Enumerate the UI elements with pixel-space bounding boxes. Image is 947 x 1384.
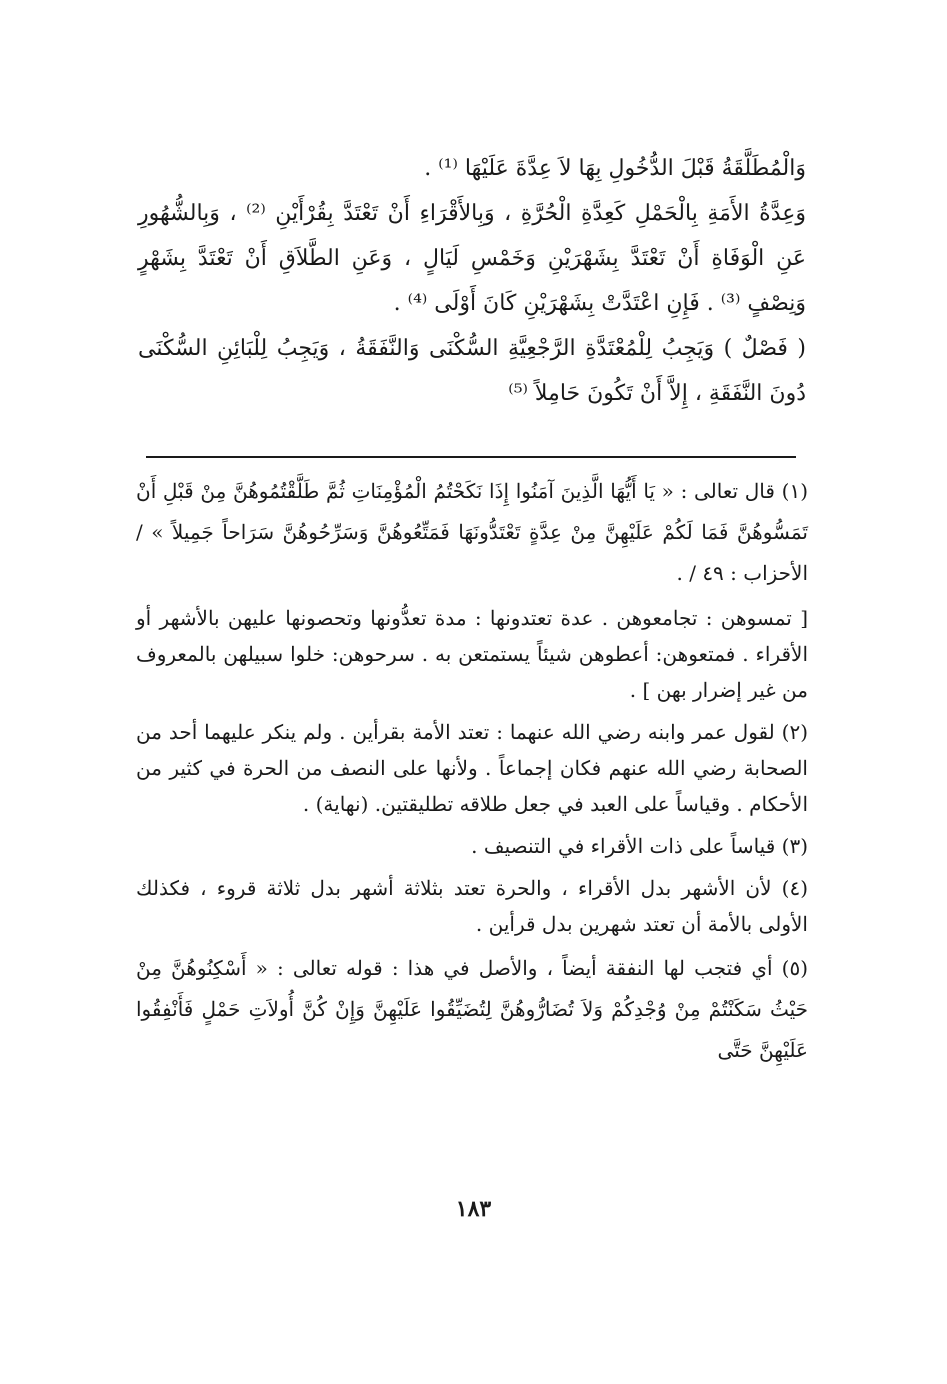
main-text-block — [138, 146, 806, 416]
main-paragraph-3: ( فَصْلٌ ) وَيَجِبُ لِلْمُعْتَدَّةِ الرَّجْعِيَّةِ السُّكْنَى وَالنَّفَقَةُ ، وَيَجِبُ لِلْبَائِنِ السُّكْنَى دُونَ النَّفَقَةِ ، إِلاَّ أَنْ تَكُونَ حَامِلاً ⁽⁵⁾ — [138, 336, 806, 406]
footnote-2: (٢) لقول عمر وابنه رضي الله عنهما : تعتد الأمة بقرأين . ولم ينكر عليهما أحد من الصحابة رضي الله عنهم فكان إجماعاً . ولأنها على النصف من الحرة في كثير من الأحكام . وقياساً على العبد في جعل طلاقه تطليقتين. (نهاية) . — [136, 720, 808, 816]
footnote-1-gloss: [ تمسوهن : تجامعوهن . عدة تعتدونها : مدة تعدُّونها وتحصونها عليهن بالأشهر أو الأقراء . فمتعوهن: أعطوهن شيئاً يستمتعن به . سرحوهن: خلوا سبيلهن بالمعروف من غير إضرار بهن ] . — [136, 606, 808, 702]
page-number: ١٨٣ — [455, 1196, 492, 1222]
footnote-4: (٤) لأن الأشهر بدل الأقراء ، والحرة تعتد بثلاثة أشهر بدل ثلاثة قروء ، فكذلك الأولى بالأمة أن تعتد شهرين بدل قرأين . — [136, 876, 808, 936]
footnote-separator — [146, 456, 796, 458]
footnote-5: (٥) أي فتجب لها النفقة أيضاً ، والأصل في هذا : قوله تعالى : « أَسْكِنُوهُنَّ مِنْ حَيْثُ سَكَنْتُمْ مِنْ وُجْدِكُمْ وَلاَ تُضَارُّوهُنَّ لِتُضَيِّقُوا عَلَيْهِنَّ وَإِنْ كُنَّ أُولاَتِ حَمْلٍ فَأَنْفِقُوا عَلَيْهِنَّ حَتَّى — [136, 956, 808, 1062]
footnote-3: (٣) قياساً على ذات الأقراء في التنصيف . — [471, 834, 808, 858]
footnote-1-verse: (١) قال تعالى : « يَا أَيُّهَا الَّذِينَ آمَنُوا إِذَا نَكَحْتُمُ الْمُؤْمِنَاتِ ثُمَّ طَلَّقْتُمُوهُنَّ مِنْ قَبْلِ أَنْ تَمَسُّوهُنَّ فَمَا لَكُمْ عَلَيْهِنَّ مِنْ عِدَّةٍ تَعْتَدُّونَهَا فَمَتِّعُوهُنَّ وَسَرِّحُوهُنَّ سَرَاحاً جَمِيلاً » / الأحزاب : ٤٩ / . — [136, 479, 808, 585]
footnotes-block — [136, 471, 808, 1071]
main-paragraph-2: وَعِدَّةُ الأَمَةِ بِالْحَمْلِ كَعِدَّةِ الْحُرَّةِ ، وَبِالأَقْرَاءِ أَنْ تَعْتَدَّ بِقُرْأَيْنِ ⁽²⁾ ، وَبِالشُّهُورِ عَنِ الْوَفَاةِ أَنْ تَعْتَدَّ بِشَهْرَيْنِ وَخَمْسِ لَيَالٍ ، وَعَنِ الطَّلاَقِ أَنْ تَعْتَدَّ بِشَهْرٍ وَنِصْفٍ ⁽³⁾ . فَإِنِ اعْتَدَّتْ بِشَهْرَيْنِ كَانَ أَوْلَى ⁽⁴⁾ . — [138, 201, 806, 316]
main-paragraph-1: وَالْمُطَلَّقَةُ قَبْلَ الدُّخُولِ بِهَا لاَ عِدَّةَ عَلَيْهَا ⁽¹⁾ . — [424, 156, 806, 181]
